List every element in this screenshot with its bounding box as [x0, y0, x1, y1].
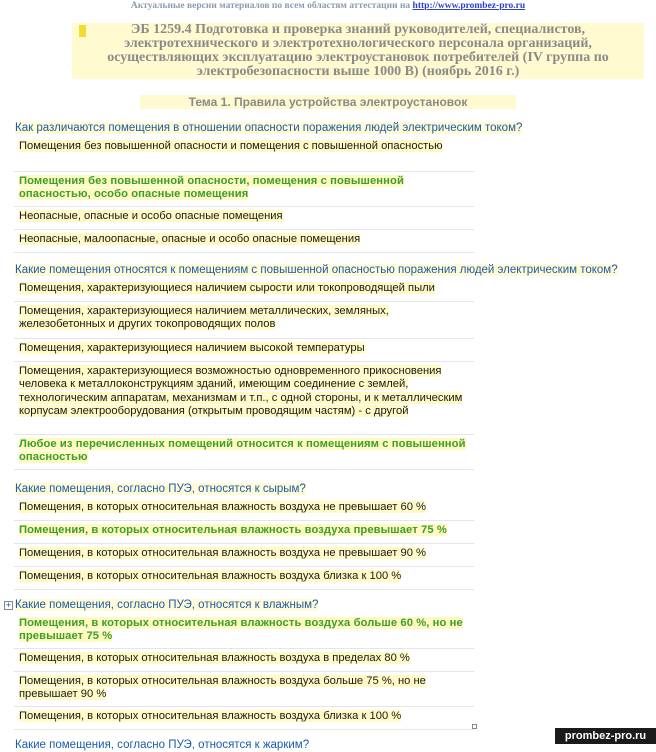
answer-text: Помещения, в которых относительная влажность воздуха не превышает 90 % [19, 547, 426, 559]
answer-text: Помещения, характеризующиеся наличием металлических, земляных, железобетонных и других токопроводящих полов [19, 305, 389, 331]
banner-link[interactable]: http://www.prombez-pro.ru [412, 1, 526, 11]
answer-option[interactable] [14, 339, 474, 362]
answer-text: Помещения, в которых относительная влажность воздуха превышает 75 % [19, 524, 447, 536]
text-cursor-marker [79, 25, 86, 37]
answer-text: Любое из перечисленных помещений относится к помещениям с повышенной опасностью [19, 438, 466, 464]
answer-option-correct[interactable] [14, 521, 474, 544]
answer-text: Помещения без повышенной опасности и помещения с повышенной опасностью [19, 140, 443, 152]
table-resize-handle[interactable] [472, 724, 477, 729]
answer-option[interactable] [14, 544, 474, 567]
answer-option[interactable] [14, 707, 474, 730]
answer-text: Помещения, в которых относительная влажность воздуха близка к 100 % [19, 710, 402, 722]
answer-text: Помещения, в которых относительная влажность воздуха близка к 100 % [19, 570, 402, 582]
answer-option[interactable] [14, 279, 474, 302]
answers-list-1 [14, 137, 474, 253]
answer-option[interactable] [14, 302, 474, 339]
answer-text: Помещения, в которых относительная влажность воздуха больше 75 %, но не превышает 90 % [19, 675, 426, 701]
question-1 [15, 121, 522, 135]
question-3 [15, 482, 306, 496]
header-banner [0, 0, 656, 14]
answers-list-2 [14, 279, 474, 470]
table-move-handle-icon[interactable]: + [5, 600, 12, 610]
answer-option[interactable] [14, 207, 474, 230]
answer-text: Помещения, в которых относительная влажность воздуха в пределах 80 % [19, 652, 410, 664]
question-text: Какие помещения относятся к помещениям с повышенной опасностью поражения людей электрическим током? [15, 264, 618, 276]
answers-list-4 [14, 614, 474, 730]
banner-text: Актуальные версии материалов по всем областям аттестации на [130, 1, 411, 11]
question-text: Какие помещения, согласно ПУЭ, относятся к влажным? [15, 599, 319, 611]
answer-option[interactable] [14, 498, 474, 521]
question-2 [15, 263, 618, 277]
answers-list-3 [14, 498, 474, 590]
answer-option-correct[interactable] [14, 435, 474, 470]
document-title: ЭБ 1259.4 Подготовка и проверка знаний руководителей, специалистов, электротехнического и электротехнологического персонала организаций, осуществляющих эксплуатацию электроустановок потребителей (IV группа по электробезопасности выше 1000 В) (ноябрь 2016 г.) [72, 23, 644, 79]
answer-option[interactable] [14, 362, 474, 435]
question-4 [15, 598, 318, 612]
answer-option-correct[interactable] [14, 172, 474, 207]
answer-option[interactable] [14, 137, 474, 172]
answer-text: Неопасные, малоопасные, опасные и особо опасные помещения [19, 233, 361, 245]
answer-text: Помещения, в которых относительная влажность воздуха больше 60 %, но не превышает 75 % [19, 617, 463, 643]
answer-option[interactable] [14, 230, 474, 253]
answer-text: Неопасные, опасные и особо опасные помещения [19, 210, 283, 222]
question-text: Как различаются помещения в отношении опасности поражения людей электрическим током? [15, 122, 523, 134]
answer-text: Помещения, характеризующиеся наличием высокой температуры [19, 342, 365, 354]
question-text: Какие помещения, согласно ПУЭ, относятся к сырым? [15, 483, 306, 495]
answer-option[interactable] [14, 672, 474, 707]
answer-option[interactable] [14, 567, 474, 590]
answer-text: Помещения, характеризующиеся наличием сырости или токопроводящей пыли [19, 282, 435, 294]
answer-text: Помещения без повышенной опасности, помещения с повышенной опасностью, особо опасные помещения [19, 175, 404, 201]
answer-text: Помещения, в которых относительная влажность воздуха не превышает 60 % [19, 501, 426, 513]
answer-option[interactable] [14, 649, 474, 672]
answer-option-correct[interactable] [14, 614, 474, 649]
topic-heading: Тема 1. Правила устройства электроустановок [140, 95, 516, 109]
answer-text: Помещения, характеризующиеся возможностью одновременного прикосновения человека к металлоконструкциям зданий, имеющим соединение с землей, технологическим аппаратам, механизмам и т.п., с одной стороны, и к металлическим корпусам электрооборудования (открытым проводящим частям) - с другой [19, 365, 463, 417]
site-watermark: prombez-pro.ru [555, 728, 656, 744]
question-5-partial: Какие помещения, согласно ПУЭ, относятся к жарким? [15, 739, 310, 751]
